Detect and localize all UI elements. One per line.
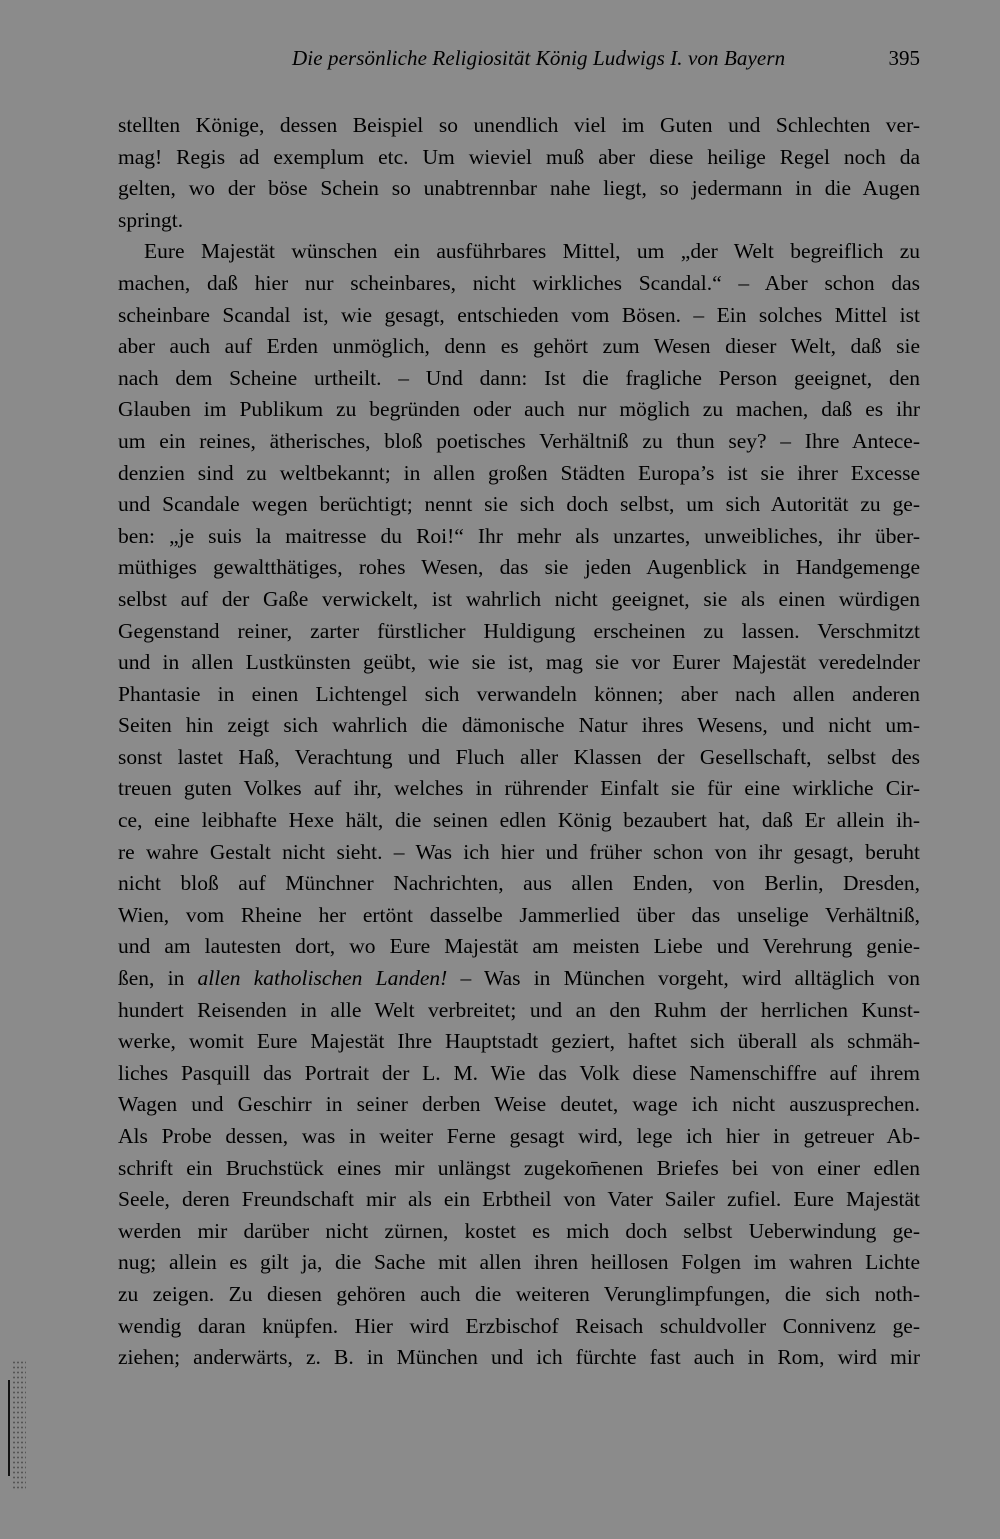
text-segment: – Was in München vorgeht, wird alltäglich von [447, 966, 920, 991]
text-line: schrift ein Bruchstück eines mir unlängst zugekom̄enen Briefes bei von einer edlen [118, 1155, 920, 1180]
text-line: nug; allein es gilt ja, die Sache mit allen ihren heillosen Folgen im wahren Lichte [118, 1250, 920, 1275]
body-text [118, 110, 920, 1374]
text-line: mag! Regis ad exemplum etc. Um wieviel muß aber diese heilige Regel noch da [118, 144, 920, 169]
text-line: gelten, wo der böse Schein so unabtrennbar nahe liegt, so jedermann in die Augen [118, 176, 920, 201]
paragraph-start-line: Eure Majestät wünschen ein ausführbares Mittel, um „der Welt begreiflich zu [144, 239, 920, 264]
text-line: Wagen und Geschirr in seiner derben Weise deutet, wage ich nicht auszusprechen. [118, 1092, 920, 1117]
running-title: Die persönliche Religiosität König Ludwigs I. von Bayern [292, 46, 786, 70]
text-line-with-italic [118, 963, 920, 995]
text-line: werden mir darüber nicht zürnen, kostet es mich doch selbst Ueberwindung ge- [118, 1218, 920, 1243]
text-line: ziehen; anderwärts, z. B. in München und ich fürchte fast auch in Rom, wird mir [118, 1345, 920, 1370]
text-line: müthiges gewaltthätiges, rohes Wesen, das sie jeden Augenblick in Handgemenge [118, 555, 920, 580]
text-line: zu zeigen. Zu diesen gehören auch die weiteren Verunglimpfungen, die sich noth- [118, 1281, 920, 1306]
text-line: nicht bloß auf Münchner Nachrichten, aus allen Enden, von Berlin, Dresden, [118, 871, 920, 896]
text-line: liches Pasquill das Portrait der L. M. Wie das Volk diese Namenschiffre auf ihrem [118, 1060, 920, 1085]
text-line: selbst auf der Gaße verwickelt, ist wahrlich nicht geeignet, sie als einen würdigen [118, 586, 920, 611]
text-line: Seele, deren Freundschaft mir als ein Erbtheil von Vater Sailer zufiel. Eure Majestät [118, 1187, 920, 1212]
text-line: ben: „je suis la maitresse du Roi!“ Ihr mehr als unzartes, unweibliches, ihr über- [118, 523, 920, 548]
text-line: ce, eine leibhafte Hexe hält, die seinen edlen König bezaubert hat, daß Er allein ih- [118, 808, 920, 833]
scan-bar [8, 1380, 10, 1476]
running-head [118, 46, 920, 80]
text-line: wendig daran knüpfen. Hier wird Erzbischof Reisach schuldvoller Connivenz ge- [118, 1313, 920, 1338]
text-line: aber auch auf Erden unmöglich, denn es gehört zum Wesen dieser Welt, daß sie [118, 334, 920, 359]
text-line: machen, daß hier nur scheinbares, nicht wirkliches Scandal.“ – Aber schon das [118, 270, 920, 295]
text-line: re wahre Gestalt nicht sieht. – Was ich hier und früher schon von ihr gesagt, beruht [118, 839, 920, 864]
text-line: scheinbare Scandal ist, wie gesagt, entschieden vom Bösen. – Ein solches Mittel ist [118, 302, 920, 327]
text-line: Wien, vom Rheine her ertönt dasselbe Jammerlied über das unselige Verhältniß, [118, 902, 920, 927]
text-line: treuen guten Volkes auf ihr, welches in rührender Einfalt sie für eine wirkliche Cir- [118, 776, 920, 801]
text-line: springt. [118, 207, 184, 232]
text-line: und in allen Lustkünsten geübt, wie sie ist, mag sie vor Eurer Majestät veredelnder [118, 650, 920, 675]
text-line: denzien sind zu weltbekannt; in allen großen Städten Europa’s ist sie ihrer Excesse [118, 460, 920, 485]
text-line: Seiten hin zeigt sich wahrlich die dämonische Natur ihres Wesens, und nicht um- [118, 713, 920, 738]
text-line: nach dem Scheine urtheilt. – Und dann: Ist die fragliche Person geeignet, den [118, 365, 920, 390]
text-line: sonst lastet Haß, Verachtung und Fluch aller Klassen der Gesellschaft, selbst des [118, 744, 920, 769]
text-line: Gegenstand reiner, zarter fürstlicher Huldigung erscheinen zu lassen. Verschmitzt [118, 618, 920, 643]
text-segment: ßen, in [118, 966, 198, 991]
italic-phrase: allen katholischen Landen! [197, 966, 448, 991]
text-line: hundert Reisenden in alle Welt verbreitet; und an den Ruhm der herrlichen Kunst- [118, 997, 920, 1022]
text-line: stellten Könige, dessen Beispiel so unendlich viel im Guten und Schlechten ver- [118, 113, 920, 137]
text-line: Phantasie in einen Lichtengel sich verwandeln können; aber nach allen anderen [118, 681, 920, 706]
text-line: um ein reines, ätherisches, bloß poetisches Verhältniß zu thun sey? – Ihre Antece- [118, 428, 920, 453]
text-line: Glauben im Publikum zu begründen oder auch nur möglich zu machen, daß es ihr [118, 397, 920, 422]
text-line: und Scandale wegen berüchtigt; nennt sie sich doch selbst, um sich Autorität zu ge- [118, 492, 920, 517]
text-line: und am lautesten dort, wo Eure Majestät am meisten Liebe und Verehrung genie- [118, 934, 920, 959]
scan-margin-mark [4, 1360, 28, 1490]
text-line: Als Probe dessen, was in weiter Ferne gesagt wird, lege ich hier in getreuer Ab- [118, 1124, 920, 1148]
scan-noise [12, 1360, 26, 1490]
text-line: werke, womit Eure Majestät Ihre Hauptstadt geziert, haftet sich überall als schmäh- [118, 1029, 920, 1054]
page-number: 395 [888, 46, 920, 70]
